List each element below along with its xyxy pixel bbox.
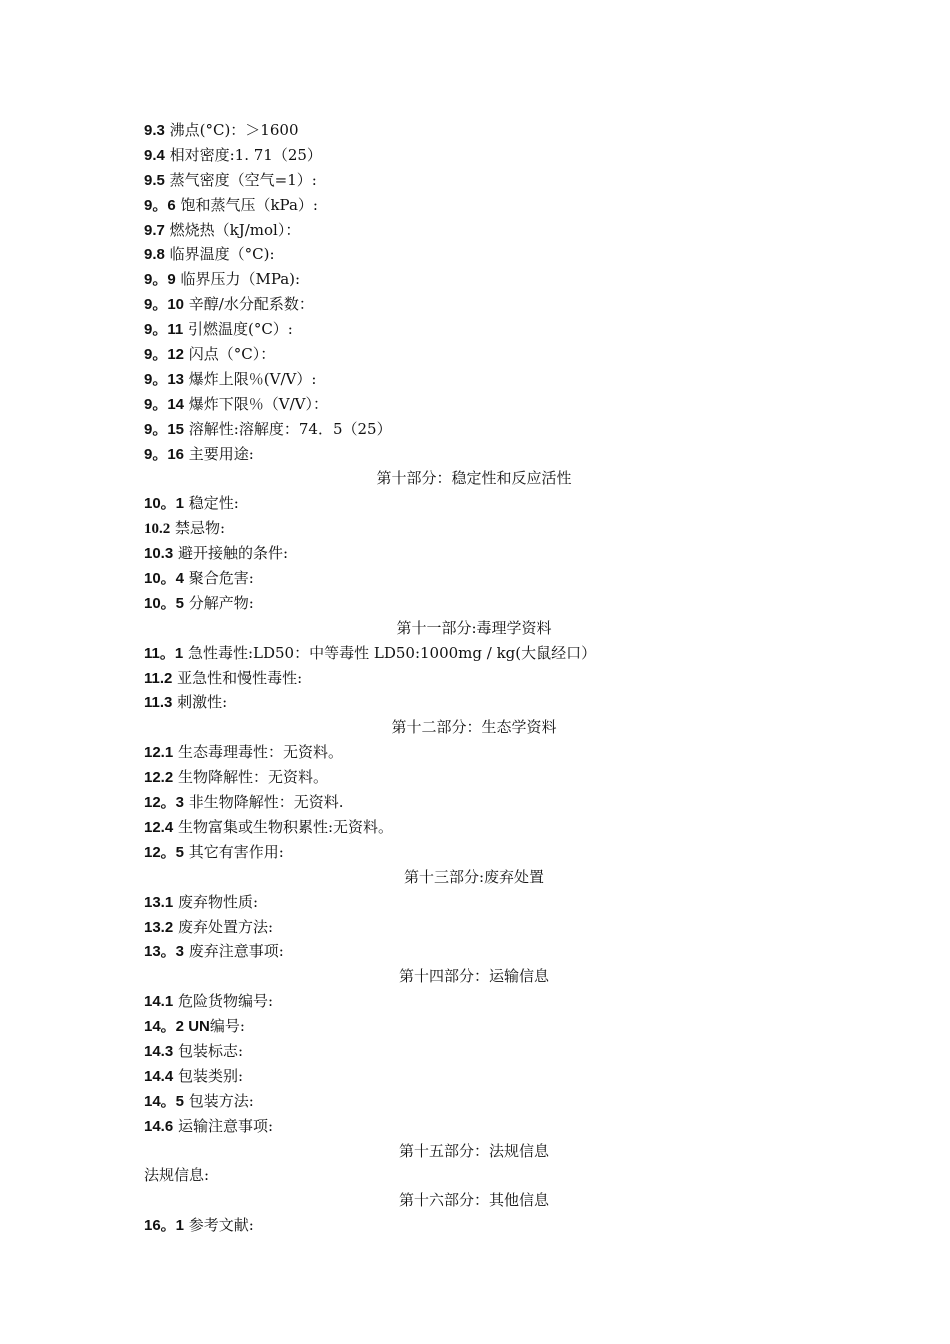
item-text: 爆炸上限％(V/V）:: [184, 369, 317, 388]
item-number: 11.3: [144, 694, 173, 712]
item-text: 生物富集或生物积累性:无资料。: [173, 817, 394, 836]
item-number: 10.2: [144, 521, 171, 538]
item-number: 9.8: [144, 246, 165, 264]
item-line: [144, 815, 804, 840]
item-text: 避开接触的条件:: [173, 544, 289, 563]
section-heading: 第十二部分：生态学资料: [391, 718, 557, 737]
item-text: 相对密度:1. 71（25）: [164, 145, 322, 164]
item-number: 10。1: [144, 495, 185, 513]
item-line: [144, 765, 804, 790]
item-text: 生态毒理毒性：无资料。: [173, 743, 343, 762]
item-line: [144, 666, 804, 691]
item-text: 生物降解性：无资料。: [173, 768, 328, 787]
item-number: 9。11: [144, 321, 184, 339]
item-text: 爆炸下限％（V/V）：: [184, 394, 329, 413]
item-number: 9.7: [144, 221, 165, 239]
item-line: [144, 740, 804, 765]
item-line: [144, 118, 804, 143]
item-number: 9。13: [144, 370, 185, 388]
item-text: 参考文献:: [184, 1216, 254, 1235]
item-line: [144, 1064, 804, 1089]
document-body: [144, 118, 804, 1238]
item-number: 12.1: [144, 744, 174, 762]
item-number: 9.5: [144, 171, 165, 189]
item-line: [144, 939, 804, 964]
item-text: 临界温度（°C):: [164, 245, 275, 264]
item-number: 9。9: [144, 271, 176, 289]
item-text: 废弃注意事项:: [184, 942, 284, 961]
item-line: [144, 1114, 804, 1139]
item-text: 蒸气密度（空气=1）:: [164, 170, 317, 189]
item-line: [144, 890, 804, 915]
item-text: 引燃温度(°C）:: [183, 320, 293, 339]
item-text: 临界压力（MPa):: [175, 270, 301, 289]
item-text: 废弃物性质:: [173, 892, 259, 911]
item-text: 饱和蒸气压（kPa）:: [175, 195, 318, 214]
item-number: 16。1: [144, 1217, 185, 1235]
item-number: 9。14: [144, 395, 185, 413]
item-number: 9。6: [144, 196, 176, 214]
item-number: 13。3: [144, 943, 185, 961]
item-line: [144, 317, 804, 342]
item-line: [144, 541, 804, 566]
item-line: [144, 690, 804, 715]
item-line: [144, 143, 804, 168]
item-line: [144, 516, 804, 541]
item-line: [144, 591, 804, 616]
section-heading: 第十三部分:废弃处置: [403, 867, 545, 886]
item-line: [144, 1014, 804, 1039]
item-text: 其它有害作用:: [184, 842, 284, 861]
item-line: [144, 641, 804, 666]
item-text: 禁忌物:: [170, 519, 226, 538]
item-line: [144, 242, 804, 267]
item-text: 包装标志:: [173, 1041, 244, 1060]
item-number: 9。12: [144, 346, 185, 364]
item-line: [144, 491, 804, 516]
item-text: 编号:: [209, 1017, 245, 1036]
item-text: 运输注意事项:: [173, 1116, 274, 1135]
item-line: [144, 989, 804, 1014]
item-text: 包装类别:: [173, 1066, 244, 1085]
item-line: [144, 1089, 804, 1114]
item-line: [144, 566, 804, 591]
item-number: 14.4: [144, 1067, 174, 1085]
paragraph-line: 法规信息:: [144, 1166, 210, 1185]
item-number: 9.4: [144, 146, 165, 164]
item-number: 10。4: [144, 570, 185, 588]
item-text: 急性毒性:LD50：中等毒性 LD50:1000mg / kg(大鼠经口）: [183, 643, 597, 662]
item-line: [144, 1039, 804, 1064]
item-number: 10.3: [144, 545, 174, 563]
item-number: 9。16: [144, 445, 185, 463]
item-number: 14。5: [144, 1092, 185, 1110]
item-text: 亚急性和慢性毒性:: [172, 668, 303, 687]
item-line: [144, 292, 804, 317]
item-text: 辛醇/水分配系数：: [184, 295, 314, 314]
item-text: 燃烧热（kJ/mol）：: [164, 220, 301, 239]
section-heading: 第十部分：稳定性和反应活性: [376, 469, 572, 488]
item-number: 12.4: [144, 818, 174, 836]
item-number: 12.2: [144, 769, 174, 787]
item-text: 分解产物:: [184, 593, 254, 612]
section-heading: 第十五部分：法规信息: [398, 1141, 549, 1160]
item-text: 沸点(°C)：＞1600: [164, 121, 299, 139]
item-text: 废弃处置方法:: [173, 917, 274, 936]
item-text: 主要用途:: [184, 444, 254, 463]
section-heading: 第十四部分：运输信息: [398, 967, 549, 986]
item-line: [144, 168, 804, 193]
item-number: 14。2 UN: [144, 1018, 210, 1036]
section-heading: 第十一部分:毒理学资料: [396, 618, 552, 637]
item-number: 12。5: [144, 843, 185, 861]
item-number: 13.2: [144, 918, 174, 936]
item-number: 14.3: [144, 1042, 174, 1060]
item-text: 包装方法:: [184, 1091, 254, 1110]
item-number: 11。1: [144, 644, 184, 662]
item-line: [144, 790, 804, 815]
item-line: [144, 193, 804, 218]
item-line: [144, 417, 804, 442]
item-line: [144, 218, 804, 243]
item-line: [144, 840, 804, 865]
item-line: [144, 915, 804, 940]
item-number: 13.1: [144, 893, 174, 911]
item-number: 9.3: [144, 122, 165, 139]
item-line: [144, 392, 804, 417]
item-number: 10。5: [144, 594, 185, 612]
item-number: 9。10: [144, 296, 185, 314]
item-text: 非生物降解性：无资料.: [184, 793, 344, 812]
item-number: 9。15: [144, 420, 185, 438]
item-line: [144, 367, 804, 392]
item-line: [144, 267, 804, 292]
item-number: 14.6: [144, 1117, 174, 1135]
item-text: 稳定性:: [184, 494, 239, 513]
item-line: [144, 1213, 804, 1238]
section-heading: 第十六部分：其他信息: [398, 1191, 549, 1210]
item-number: 14.1: [144, 993, 174, 1011]
item-text: 聚合危害:: [184, 569, 254, 588]
item-line: [144, 442, 804, 467]
item-text: 闪点（°C）：: [184, 345, 276, 364]
item-text: 危险货物编号:: [173, 992, 274, 1011]
item-text: 溶解性:溶解度：74．5（25）: [184, 419, 392, 438]
item-number: 12。3: [144, 794, 185, 812]
item-number: 11.2: [144, 669, 173, 687]
item-line: [144, 342, 804, 367]
item-text: 刺激性:: [172, 693, 228, 712]
